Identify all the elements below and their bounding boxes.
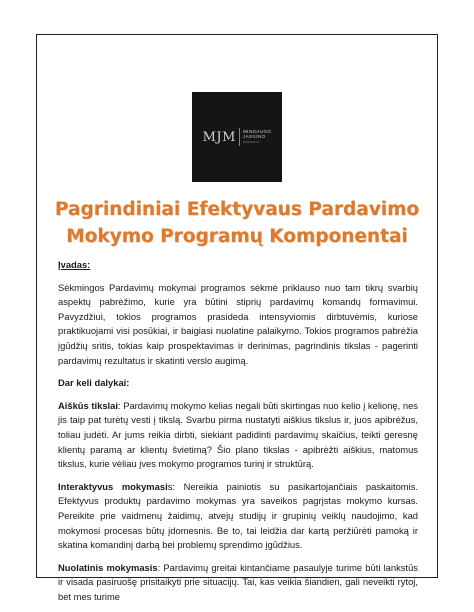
company-logo	[192, 92, 282, 182]
intro-heading-text: Įvadas:	[58, 259, 91, 270]
document-title	[50, 196, 424, 250]
logo-line-1: MINDAUGO	[242, 128, 272, 134]
section-text: : Pardavimų greitai kintančiame pasaulyje turime būti lankstūs ir visada pasiruošę prisitaikyti prie situacijų. Tai, kas veikia šiandien, gali neveikti rytoj, bet mes turime	[58, 561, 418, 602]
logo-divider	[239, 128, 240, 146]
section-paragraph	[58, 561, 418, 605]
section-text: : Pardavimų mokymo kelias negali būti skirtingas nuo kelio į kelionę, nes jis taip pat turėtų vesti į tikslą. Svarbu pirma nustatyti aiškius tikslus ir, juos apibrėžus, toliau judėti. Ar jums reikia dirbti, siekiant padidinti pardavimų skaičius, teikti geresnę klientų paramą ar klientų švietimą? Šio plano tikslas - apibrėžti aiškius, matomus tikslus, kurie vėliau įves mokymo programos turinį ir struktūrą.	[58, 399, 418, 470]
logo-mark: MJM	[202, 129, 236, 145]
section-text: s: Nereikia painiotis su pasikartojančiais paskaitomis. Efektyvus produktų pardavimo mokymas yra saveikos pagrįstas mokymo kursas. Pereikite prie vaidmenų žaidimų, atvejų studijų ir grupinių veiklų naudojimo, kad mokymosi procesas būtų įdomesnis. Be to, tai leidžia dar kartą peržiūrėti pamoką ir skatina komandinį darbą bei problemų sprendimo įgūdžius.	[58, 480, 418, 551]
logo-line-2: JASIŪNO	[242, 134, 266, 140]
subheading	[58, 376, 418, 391]
logo-line-3: KONSULT	[242, 139, 260, 144]
section-label: Aiškūs tikslai	[58, 399, 118, 411]
section-label: Interaktyvus mokymasi	[58, 480, 168, 492]
intro-paragraph: Sėkmingos Pardavimų mokymai programos sėkmė priklauso nuo tam tikrų svarbių aspektų pabrėžimo, kurie yra būtini stiprių pardavimų komandų formavimui. Pavyzdžiui, tokios programos prasideda intensyviomis dirbtuvėmis, kuriose praktikuojami visi posūkiai, ir baigiasi nuolatine palaikymo. Tokios programos pabrėžia įgūdžių sritis, tokias kaip prospektavimas ir derinimas, pagrindinis tikslas - pagerinti pardavimų rezultatus ir skatinti verslo augimą.	[58, 281, 418, 366]
title-line-1: Pagrindiniai Efektyvaus Pardavimo	[54, 199, 420, 220]
title-line-2: Mokymo Programų Komponentai	[66, 226, 408, 247]
logo-wordmark	[243, 129, 271, 146]
section-paragraph	[58, 399, 418, 472]
document-body	[58, 258, 418, 612]
section-paragraph	[58, 480, 418, 553]
intro-heading	[58, 258, 418, 273]
subheading-text: Dar keli dalykai:	[58, 377, 130, 389]
logo-content	[203, 128, 272, 146]
section-label: Nuolatinis mokymasis	[58, 561, 158, 573]
